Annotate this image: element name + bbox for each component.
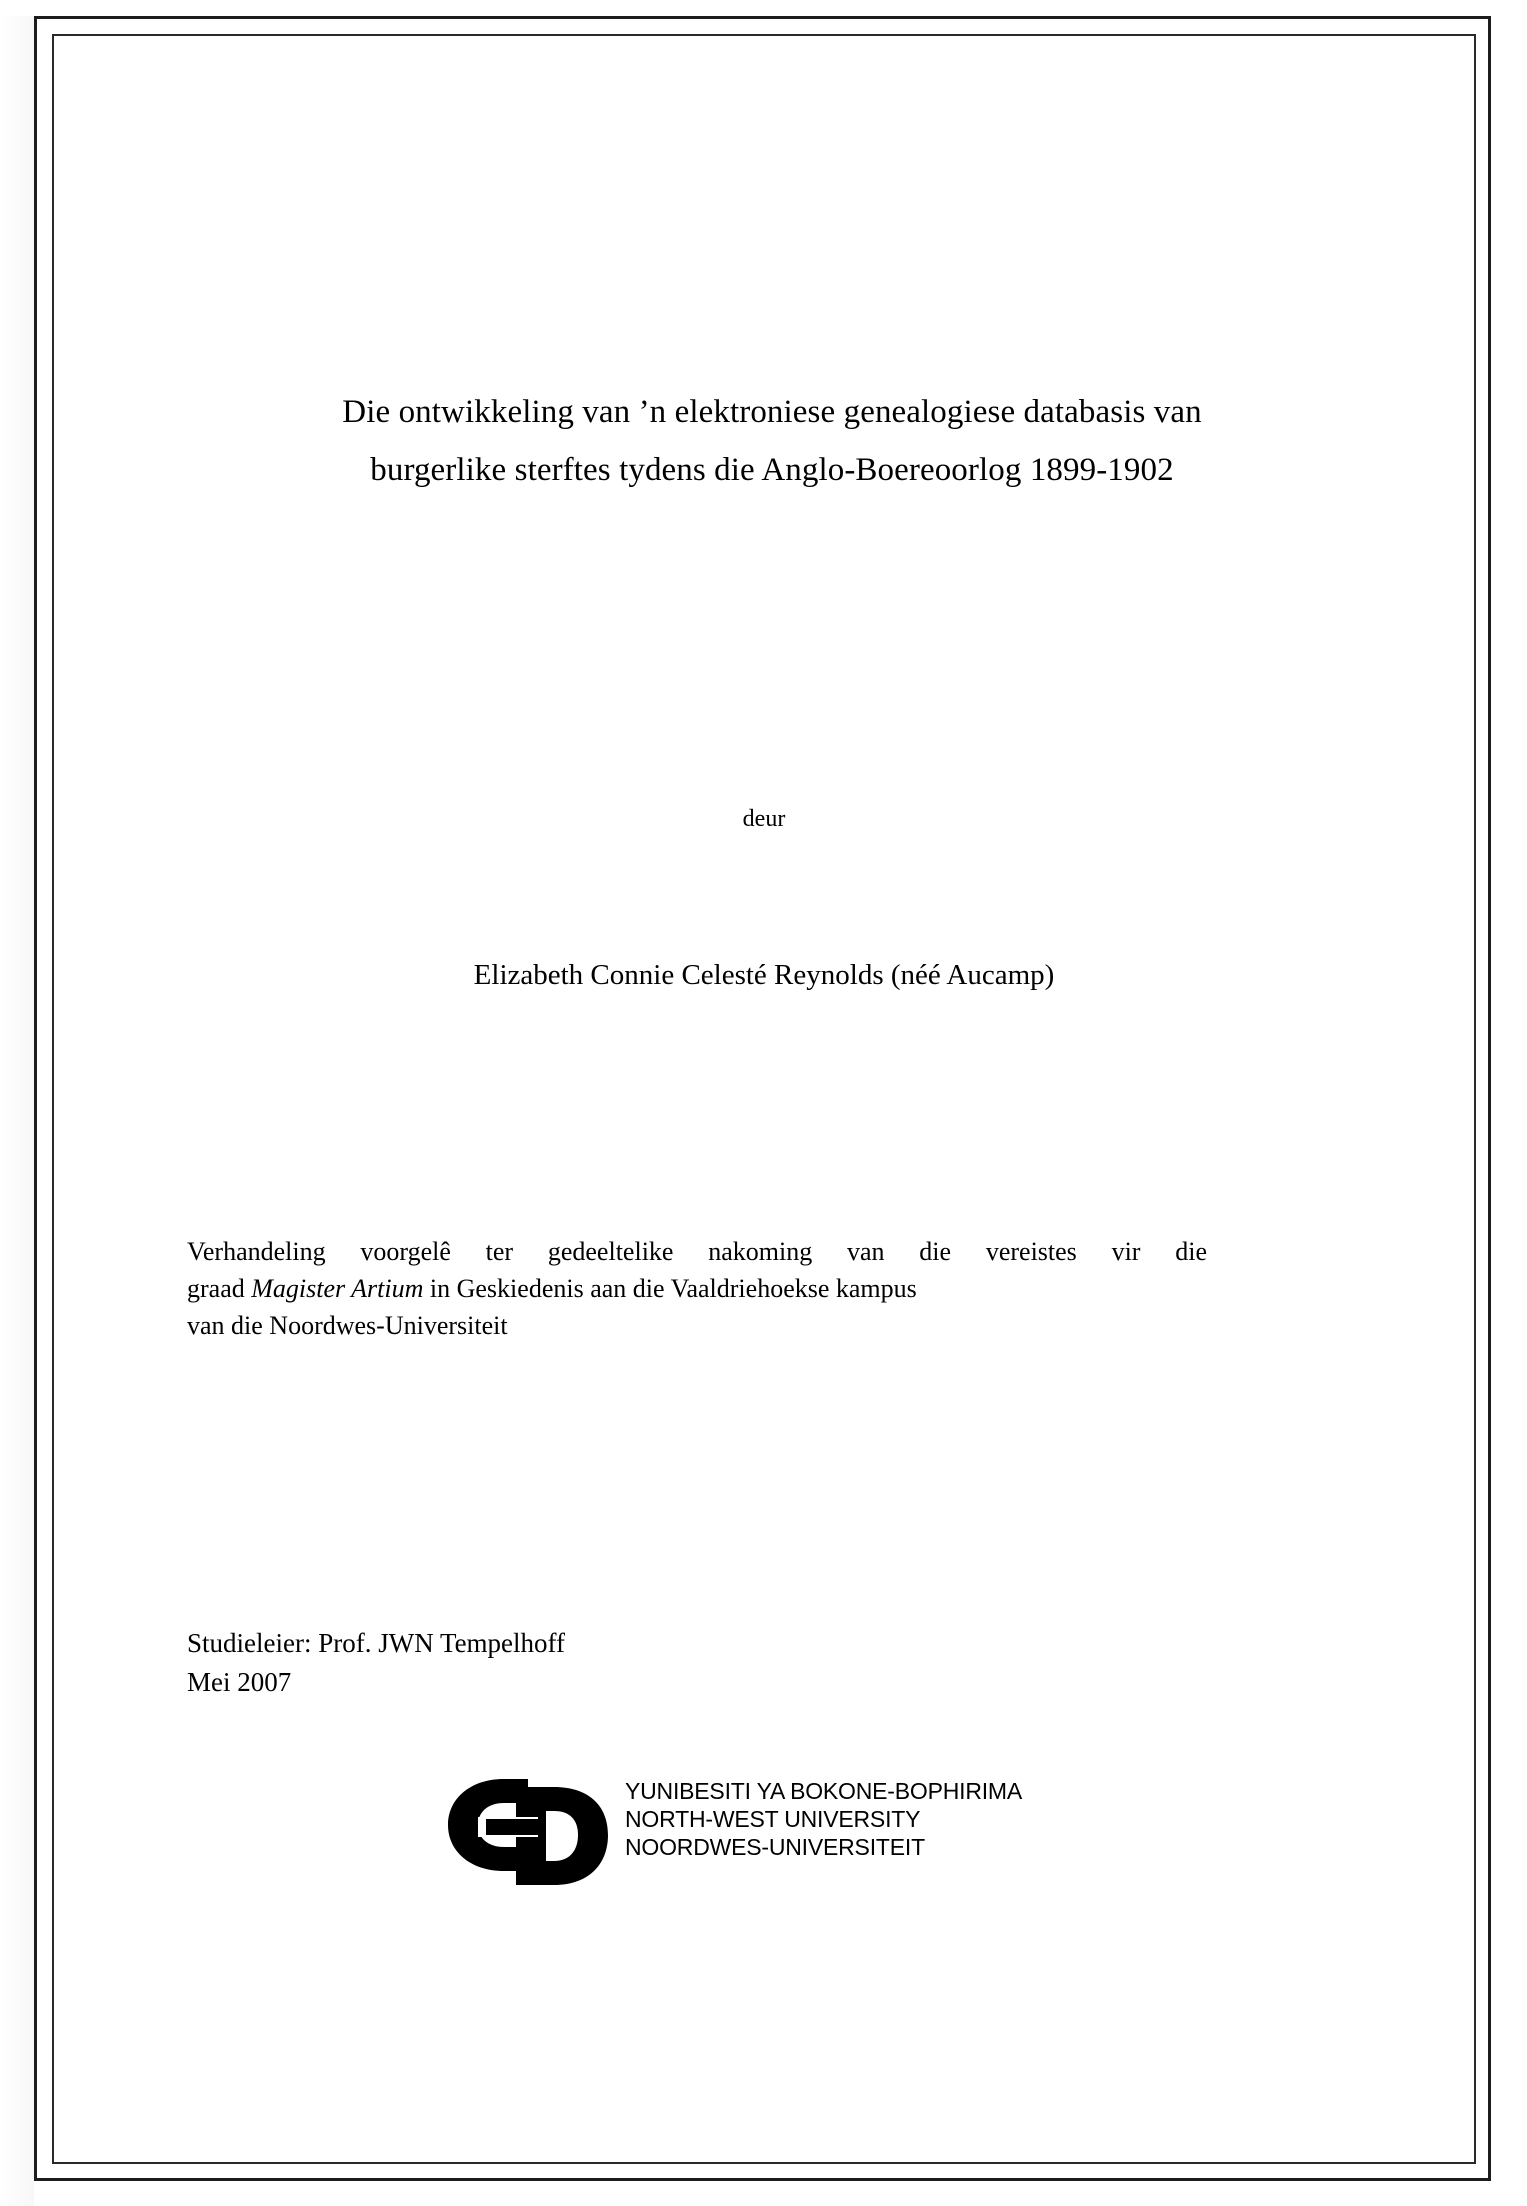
submission-date: Mei 2007 — [187, 1667, 292, 1698]
degree-statement-line-1: Verhandeling voorgelê ter gedeeltelike nakoming van die vereistes vir die — [187, 1237, 1207, 1266]
page-content — [52, 34, 1476, 2164]
by-label: deur — [742, 806, 786, 832]
supervisor-name: Studieleier: Prof. JWN Tempelhoff — [187, 1628, 566, 1658]
degree-statement — [187, 1234, 1207, 1345]
title-line-2: burgerlike sterftes tydens die Anglo-Boereoorlog 1899-1902 — [370, 451, 1174, 488]
degree-statement-line-2-pre: graad — [187, 1273, 252, 1303]
degree-name: Magister Artium — [251, 1273, 424, 1303]
logo-text-line-3: NOORDWES-UNIVERSITEIT — [625, 1834, 925, 1861]
university-logo-text — [625, 1777, 1022, 1861]
scan-edge-left — [0, 0, 34, 2206]
logo-text-line-2: NORTH-WEST UNIVERSITY — [625, 1806, 921, 1833]
author-name: Elizabeth Connie Celesté Reynolds (néé Aucamp) — [473, 959, 1055, 991]
scan-edge-top — [0, 0, 1527, 16]
title-line-1: Die ontwikkeling van ’n elektroniese genealogiese databasis van — [342, 394, 1202, 430]
logo-text-line-1: YUNIBESITI YA BOKONE-BOPHIRIMA — [625, 1778, 1023, 1804]
north-west-university-logo-icon — [442, 1773, 622, 1891]
degree-statement-line-2-post: in Geskiedenis aan die Vaaldriehoekse kampus — [423, 1273, 917, 1303]
supervisor-block — [187, 1624, 1087, 1702]
page-title — [182, 384, 1362, 500]
degree-statement-line-3: van die Noordwes-Universiteit — [187, 1310, 508, 1340]
university-logo-block — [442, 1769, 1142, 1899]
degree-statement-line-2 — [187, 1271, 1207, 1308]
